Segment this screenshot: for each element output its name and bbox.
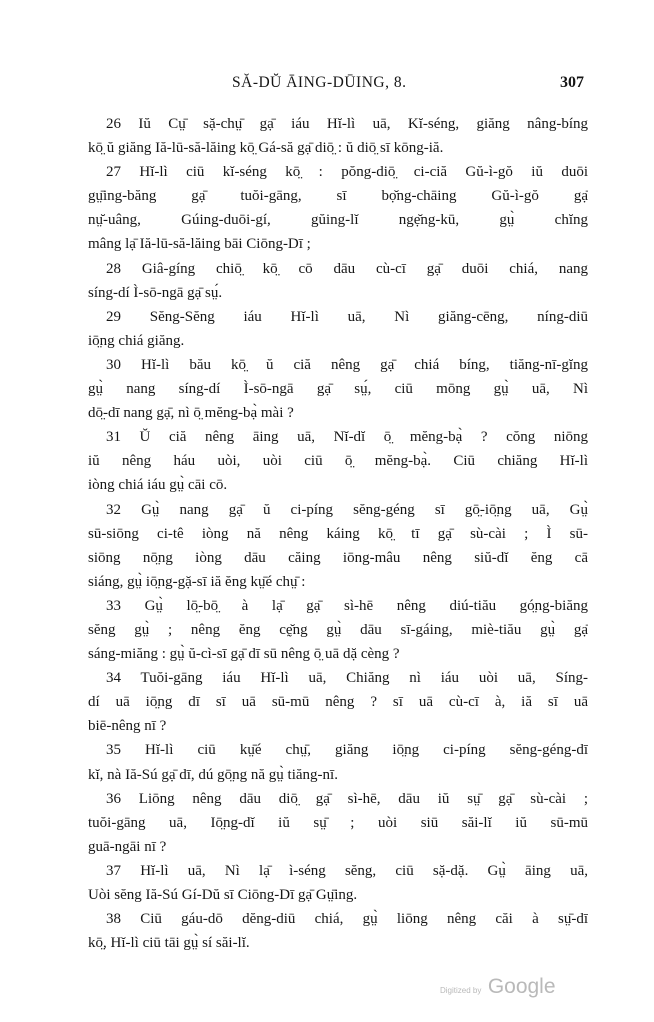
body-text [88, 112, 588, 955]
text-line: 36 Liōng nêng dāu diō̤ gạ̄ sì-hē, dāu iŭ sṳ̄ gạ̄ sù-cài ; [106, 790, 588, 807]
text-line: 33 Gṳ̀ lō̤-bō̤ à lạ̄ gạ̄ sì-hē nêng diú-tiău gó̤ng-biăng [106, 597, 588, 614]
text-line: 27 Hĭ-lì ciū kĭ-séng kō̤ : pŏng-diō̤ ci-ciă Gŭ-ì-gŏ iŭ duōi [106, 164, 588, 181]
text-line: 28 Giâ-gíng chiō̤ kō̤ cō dāu cù-cī gạ̄ duōi chiá, nang [106, 260, 588, 277]
text-line: 31 Ŭ ciă nêng āing uā, Nĭ-dĭ ō̤ mĕng-bạ̀ ? cŏng niōng [106, 429, 588, 446]
text-line: iòng chiá iáu gṳ̀ cāi cō. [88, 477, 228, 494]
text-line: 34 Tuŏi-gāng iáu Hĭ-lì uā, Chiăng nì iáu uòi uā, Síng- [106, 670, 588, 687]
text-line: kĭ, nà Iă-Sú gạ̄ dī, dú gō̤ng nă gṳ̀ tiăng-nī. [88, 766, 338, 783]
text-line: sū-siōng ci-tê iòng nă nêng káing kō̤ tī gạ̄ sù-cài ; Ì sū- [88, 525, 588, 542]
text-line: kō̤ ŭ giăng Iă-lū-să-lăing kō̤ Gá-să gạ̄ diō̤ : ŭ diō̤ sī kōng-iă. [88, 140, 444, 157]
text-line: 37 Hĭ-lì uā, Nì lạ̄ ì-séng sĕng, ciū sặ-dặ. Gṳ̀ āing uā, [106, 862, 588, 879]
text-line: siáng, gṳ̀ iō̤ng-gặ-sī iă ĕng kṳ̄é chṳ̄ : [88, 573, 306, 590]
text-line: gṳ̀ nang síng-dí Ì-sō-ngā gạ̄ sṳ́, ciū mōng gṳ̀ uā, Nì [88, 381, 588, 398]
text-line: Uòi sĕng Iă-Sú Gí-Dŭ sī Ciōng-Dī gạ̄ Gṳ̄ing. [88, 887, 358, 903]
google-logo: Google [487, 975, 556, 998]
text-line: 38 Ciū gáu-dō dĕng-diū chiá, gṳ̀ liōng nêng căi à sṳ̄-dī [106, 911, 588, 928]
text-line: kō̤, Hĭ-lì ciū tāi gṳ̀ sí săi-lĭ. [88, 935, 250, 952]
running-title: SĂ-DŬ ĀING-DŪING, 8. [232, 74, 407, 91]
text-line: 32 Gṳ̀ nang gạ̄ ŭ ci-píng sĕng-géng sī gō̤-iō̤ng uā, Gṳ̀ [106, 501, 588, 518]
text-line: iŭ nêng háu uòi, uòi ciū ō̤ mĕng-bạ̀. Ciū chiăng Hĭ-lì [88, 453, 588, 470]
text-line: síng-dí Ì-sō-ngā gạ̄ sṳ́. [88, 284, 223, 301]
text-line: tuŏi-gāng uā, Iō̤ng-dĭ iŭ sṳ̄ ; uòi siū săi-lĭ iŭ sū-mū [88, 814, 588, 831]
text-line: dō̤-dī nang gạ̄, nì ō̤ mĕng-bạ̀ mài ? [88, 405, 294, 422]
text-line: 29 Sĕng-Sĕng iáu Hĭ-lì uā, Nì giăng-cēng, níng-diū [106, 308, 588, 325]
text-line: 26 Iŭ Cṳ̄ sặ-chṳ̄ gạ̄ iáu Hĭ-lì uā, Kĭ-séng, giăng nâng-bíng [106, 116, 588, 132]
text-line: 30 Hĭ-lì bău kō̤ ŭ ciă nêng gạ̄ chiá bíng, tiăng-nī-gĭng [106, 356, 588, 373]
google-watermark [440, 975, 580, 1005]
text-line: iō̤ng chiá giăng. [88, 332, 185, 349]
page-number: 307 [560, 74, 584, 91]
watermark-caption: Digitized by [440, 986, 482, 995]
text-line: biē-nêng nī ? [88, 718, 167, 735]
text-line: gṳ̄ing-băng gạ̄ tuŏi-gāng, sī bọ̆ng-chāing Gŭ-ì-gŏ gạ̄ [88, 188, 588, 205]
text-line: nṳ̆-uâng, Gúing-duōi-gí, gŭing-lĭ ngẹ̆ng-kū, gṳ̀ chĭng [88, 212, 588, 229]
text-line: 35 Hĭ-lì ciū kṳ̄é chṳ̄, giăng iō̤ng ci-píng sĕng-géng-dī [106, 742, 588, 759]
text-line: guā-ngāi nī ? [88, 838, 167, 855]
text-line: siōng nō̤ng iòng dāu căing iōng-mâu nêng siŭ-dĭ ĕng cā [88, 549, 588, 566]
text-line: mâng lạ̄ Iă-lū-să-lăing bāi Ciōng-Dī ; [88, 236, 311, 253]
text-line: dí uā iō̤ng dī sī uā sū-mū nêng ? sī uā cù-cī à, iă sī uā [88, 694, 588, 711]
text-line: sĕng gṳ̀ ; nêng ĕng cḛ̆ng gṳ̀ dāu sī-gáing, miè-tiău gṳ̀ gạ̄ [88, 621, 588, 638]
running-head [0, 74, 654, 100]
text-line: sáng-miăng : gṳ̀ ŭ-cì-sī gạ̄ dī sū nêng ō̤ uā dặ cèng ? [88, 646, 400, 663]
